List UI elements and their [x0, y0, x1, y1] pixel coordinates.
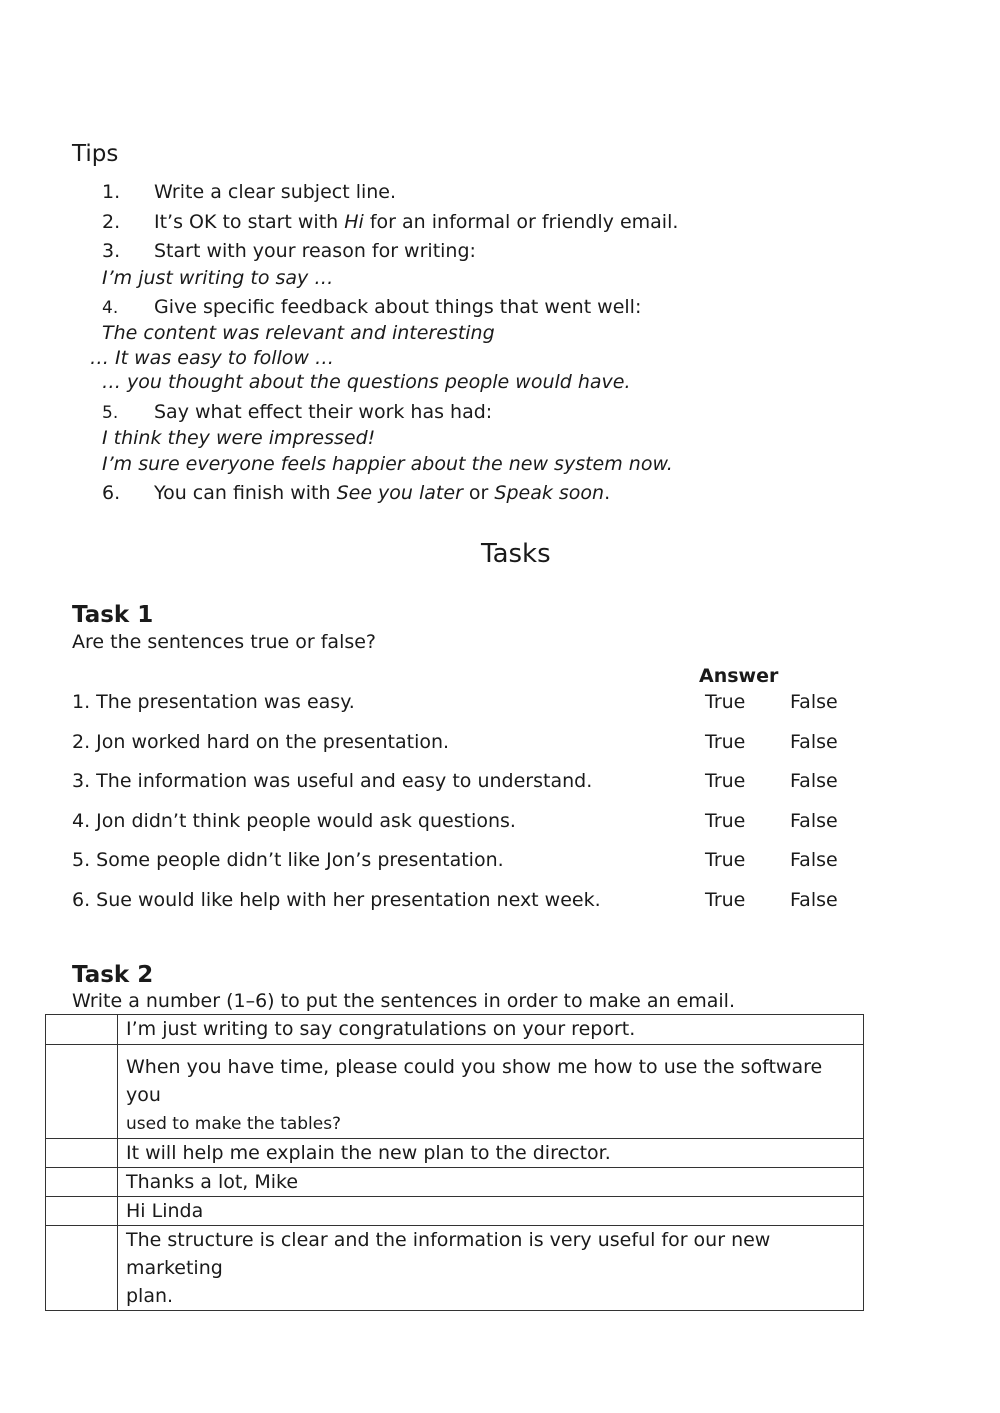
number-box[interactable] — [46, 1168, 118, 1197]
tip-number: 5. — [102, 403, 119, 423]
task1-question: 4. Jon didn’t think people would ask questions. — [72, 810, 516, 832]
table-row — [46, 1168, 864, 1197]
tip-example: I think they were impressed! — [102, 427, 376, 449]
task1-question: 1. The presentation was easy. — [72, 691, 355, 713]
answer-header: Answer — [699, 665, 779, 687]
true-option[interactable]: True — [705, 770, 746, 792]
tips-heading: Tips — [72, 141, 119, 167]
number-box[interactable] — [46, 1015, 118, 1045]
false-option[interactable]: False — [790, 770, 838, 792]
true-option[interactable]: True — [705, 810, 746, 832]
tip-example: … It was easy to follow … — [90, 347, 334, 369]
task1-question: 3. The information was useful and easy to understand. — [72, 770, 593, 792]
tip-number: 6. — [102, 482, 121, 504]
true-option[interactable]: True — [705, 889, 746, 911]
task1-question: 2. Jon worked hard on the presentation. — [72, 731, 450, 753]
task1-instruction: Are the sentences true or false? — [72, 631, 377, 653]
false-option[interactable]: False — [790, 810, 838, 832]
false-option[interactable]: False — [790, 731, 838, 753]
tip-text: It’s OK to start with Hi for an informal or friendly email. — [154, 211, 679, 233]
tip-text: Say what effect their work has had: — [154, 401, 493, 423]
task1-question: 5. Some people didn’t like Jon’s presentation. — [72, 849, 504, 871]
false-option[interactable]: False — [790, 849, 838, 871]
sentence-cell: When you have time, please could you show me how to use the software you used to make the tables? — [118, 1045, 864, 1139]
tip-text: Start with your reason for writing: — [154, 240, 476, 262]
table-row — [46, 1015, 864, 1045]
tip-number: 1. — [102, 181, 121, 203]
sentence-cell: The structure is clear and the information is very useful for our new marketing plan. — [118, 1226, 864, 1311]
true-option[interactable]: True — [705, 849, 746, 871]
false-option[interactable]: False — [790, 889, 838, 911]
sentence-cell: Thanks a lot, Mike — [118, 1168, 864, 1197]
task1-title: Task 1 — [72, 602, 154, 628]
tip-number: 4. — [102, 298, 119, 318]
table-row — [46, 1197, 864, 1226]
false-option[interactable]: False — [790, 691, 838, 713]
tasks-heading: Tasks — [481, 539, 551, 569]
tip-example: I’m sure everyone feels happier about the new system now. — [102, 453, 673, 475]
table-row — [46, 1045, 864, 1139]
number-box[interactable] — [46, 1139, 118, 1168]
tip-text: You can finish with See you later or Speak soon. — [154, 482, 611, 504]
table-row — [46, 1139, 864, 1168]
tip-example: … you thought about the questions people would have. — [102, 371, 631, 393]
table-row — [46, 1226, 864, 1311]
task2-instruction: Write a number (1–6) to put the sentences in order to make an email. — [72, 990, 735, 1012]
sentence-cell: It will help me explain the new plan to the director. — [118, 1139, 864, 1168]
tip-number: 2. — [102, 211, 121, 233]
ordering-table — [45, 1014, 864, 1311]
number-box[interactable] — [46, 1226, 118, 1311]
tip-text: Give specific feedback about things that went well: — [154, 296, 642, 318]
tip-example: The content was relevant and interesting — [102, 322, 495, 344]
sentence-cell: I’m just writing to say congratulations on your report. — [118, 1015, 864, 1045]
task1-question: 6. Sue would like help with her presentation next week. — [72, 889, 601, 911]
number-box[interactable] — [46, 1045, 118, 1139]
true-option[interactable]: True — [705, 691, 746, 713]
sentence-cell: Hi Linda — [118, 1197, 864, 1226]
number-box[interactable] — [46, 1197, 118, 1226]
task2-title: Task 2 — [72, 962, 154, 988]
tip-example: I’m just writing to say … — [102, 267, 334, 289]
tip-number: 3. — [102, 240, 121, 262]
tip-text: Write a clear subject line. — [154, 181, 397, 203]
true-option[interactable]: True — [705, 731, 746, 753]
